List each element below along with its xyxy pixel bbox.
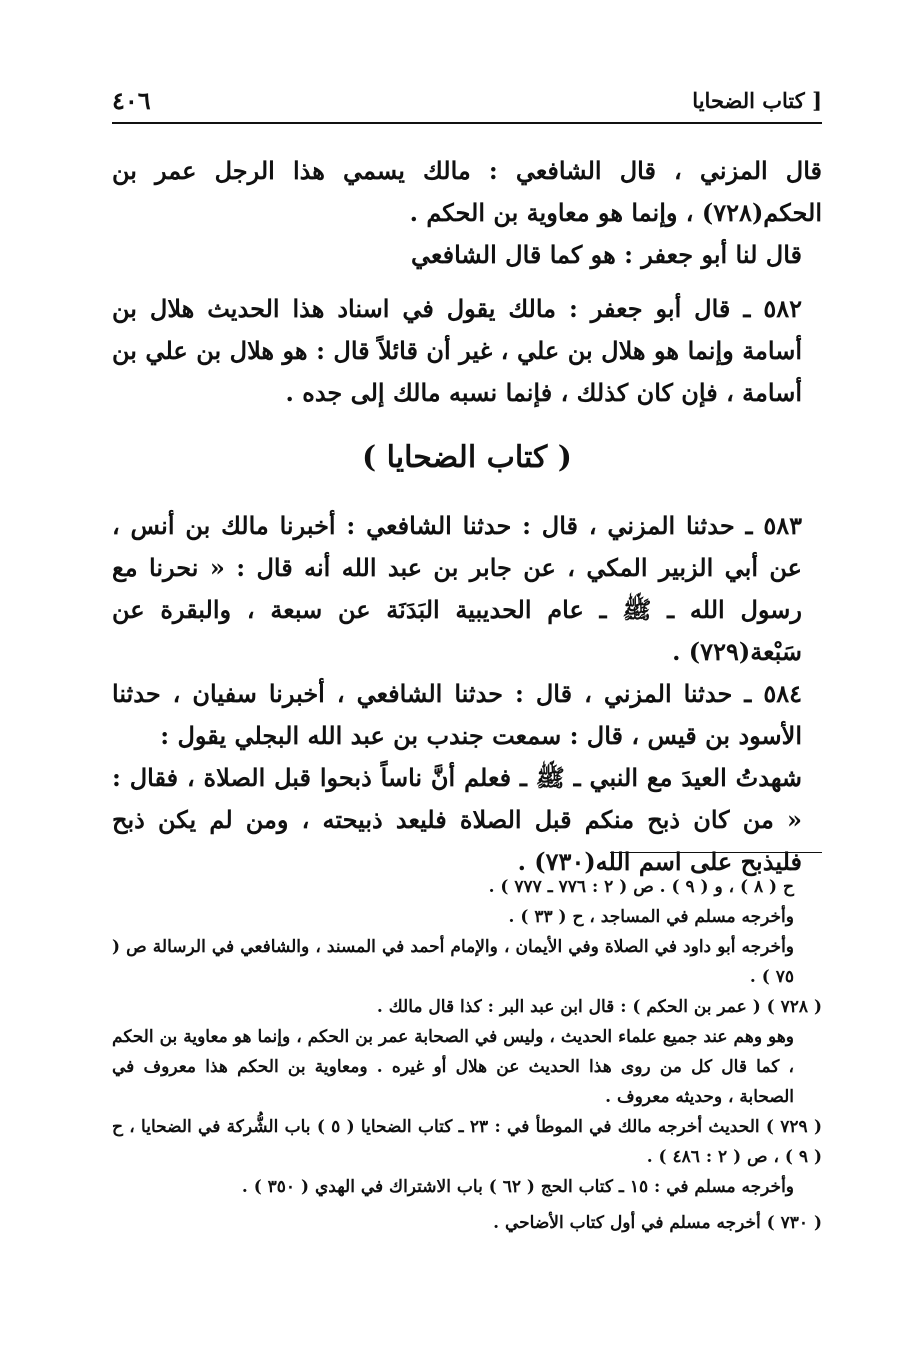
main-text-bottom — [112, 505, 822, 883]
paragraph: شهدتُ العيدَ مع النبي ـ ﷺ ـ فعلم أنَّ ناساً ذبحوا قبل الصلاة ، فقال : « من كان ذبح منكم قبل الصلاة فليعد ذبيحته ، ومن لم يكن ذبح فليذبح على اسم الله(٧٣٠) . — [112, 763, 802, 876]
footnote-line: وهو وهم عند جميع علماء الحديث ، وليس في الصحابة عمر بن الحكم ، وإنما هو معاوية بن الحكم ، كما قال كل من روى هذا الحديث عن هلال أو غيره . ومعاوية بن الحكم هذا معروف في الصحابة ، وحديثه معروف . — [112, 1027, 794, 1107]
footnote-line: ح ( ٨ ) ، و ( ٩ ) . ص ( ٢ : ٧٧٦ ـ ٧٧٧ ) . — [488, 877, 794, 897]
page-number: ٤٠٦ — [112, 86, 151, 115]
footnotes — [112, 872, 822, 1238]
paragraph: قال لنا أبو جعفر : هو كما قال الشافعي — [411, 240, 802, 269]
page-header — [112, 86, 822, 124]
paragraph: ٥٨٣ ـ حدثنا المزني ، قال : حدثنا الشافعي : أخبرنا مالك بن أنس ، عن أبي الزبير المكي ، عن جابر بن عبد الله أنه قال : « نحرنا مع رسول الله ـ ﷺ ـ عام الحديبية البَدَنَة عن سبعة ، والبقرة عن سَبْعة(٧٢٩) . — [112, 511, 802, 666]
footnote-separator — [610, 852, 822, 853]
footnote-line: ( ٧٢٨ ) ( عمر بن الحكم ) : قال ابن عبد البر : كذا قال مالك . — [376, 997, 822, 1017]
footnote-line: وأخرجه مسلم في المساجد ، ح ( ٣٣ ) . — [508, 907, 794, 927]
footnote-line: وأخرجه مسلم في : ١٥ ـ كتاب الحج ( ٦٢ ) باب الاشتراك في الهدي ( ٣٥٠ ) . — [241, 1177, 794, 1197]
footnote-line: وأخرجه أبو داود في الصلاة وفي الأيمان ، والإمام أحمد في المسند ، والشافعي في الرسالة ص ( ٧٥ ) . — [112, 937, 794, 987]
section-title: ( كتاب الضحايا ) — [362, 440, 572, 475]
paragraph: ٥٨٢ ـ قال أبو جعفر : مالك يقول في اسناد هذا الحديث هلال بن أسامة وإنما هو هلال بن علي ، غير أن قائلاً قال : هو هلال بن علي بن أسامة ، فإن كان كذلك ، فإنما نسبه مالك إلى جده . — [112, 294, 802, 407]
main-text-top — [112, 150, 822, 414]
footnote-line: ( ٧٣٠ ) أخرجه مسلم في أول كتاب الأضاحي . — [493, 1213, 822, 1233]
paragraph: ٥٨٤ ـ حدثنا المزني ، قال : حدثنا الشافعي ، أخبرنا سفيان ، حدثنا الأسود بن قيس ، قال : سمعت جندب بن عبد الله البجلي يقول : — [112, 679, 802, 750]
running-head: [ كتاب الضحايا — [692, 88, 822, 113]
paragraph: قال المزني ، قال الشافعي : مالك يسمي هذا الرجل عمر بن الحكم(٧٢٨) ، وإنما هو معاوية بن الحكم . — [112, 156, 822, 227]
footnote-line: ( ٧٢٩ ) الحديث أخرجه مالك في الموطأ في : ٢٣ ـ كتاب الضحايا ( ٥ ) باب الشُّركة في الضحايا ، ح ( ٩ ) ، ص ( ٢ : ٤٨٦ ) . — [112, 1117, 822, 1167]
